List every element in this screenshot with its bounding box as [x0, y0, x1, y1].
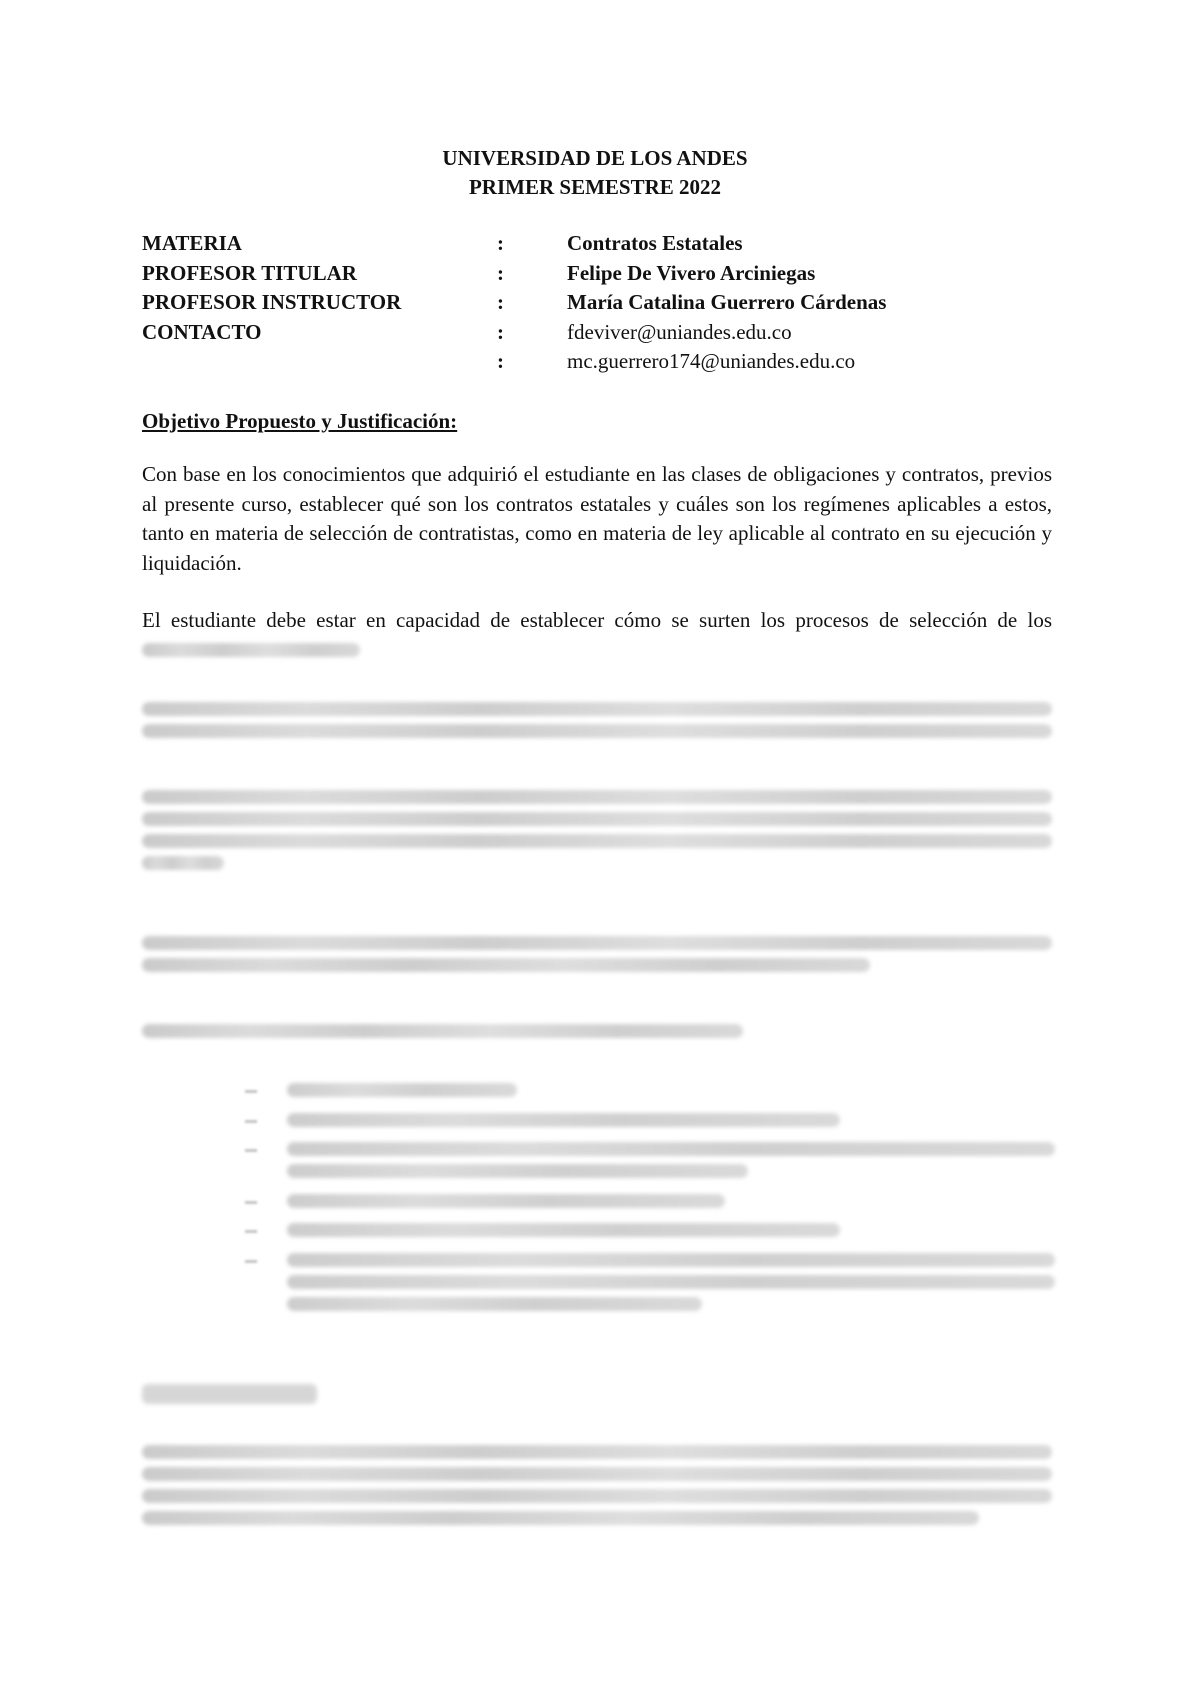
course-info-row-lead-professor: [142, 259, 1062, 289]
redacted-line: [142, 1489, 1052, 1503]
redacted-text-block: [142, 782, 1052, 878]
redacted-line: [287, 1275, 1055, 1289]
redacted-line: [142, 958, 870, 972]
course-info-value: Contratos Estatales: [567, 231, 743, 255]
contact-email-1: fdeviver@uniandes.edu.co: [567, 319, 792, 344]
list-item: [245, 1245, 1055, 1319]
course-info-row-subject: [142, 229, 1062, 259]
redacted-bullet-list: [245, 1075, 1055, 1318]
list-item: [245, 1186, 1055, 1216]
redacted-line: [287, 1253, 1055, 1267]
redacted-line: [142, 856, 224, 870]
course-info-separator: :: [497, 290, 504, 314]
objective-paragraph-1: Con base en los conocimientos que adquirió el estudiante en las clases de obligaciones y contratos, previos al presente curso, establecer qué son los contratos estatales y cuáles son los regímenes aplicables a estos, tanto en materia de selección de contratistas, como en materia de ley aplicable al contrato en su ejecución y liquidación.: [142, 462, 1052, 575]
bullet-dash-icon: [245, 1090, 287, 1094]
course-info-separator: :: [497, 260, 504, 285]
redacted-line: [287, 1113, 840, 1127]
redacted-line: [287, 1297, 702, 1311]
list-item: [245, 1134, 1055, 1186]
redacted-line: [142, 1024, 743, 1038]
redacted-line: [142, 1445, 1052, 1459]
course-info-separator: :: [497, 319, 504, 344]
redacted-text-block: [142, 1437, 1052, 1533]
redacted-line: [142, 724, 1052, 738]
course-info-row-instructor: [142, 288, 1062, 318]
contact-email-2: mc.guerrero174@uniandes.edu.co: [567, 349, 856, 373]
redacted-text-block: [142, 1016, 1052, 1046]
course-info-separator: :: [497, 231, 504, 255]
redacted-text-block: [142, 694, 1052, 746]
redacted-text-block: [142, 635, 1052, 665]
course-info-value: Felipe De Vivero Arciniegas: [567, 260, 816, 285]
redacted-line: [287, 1164, 748, 1178]
course-info-label: PROFESOR INSTRUCTOR: [142, 290, 402, 314]
course-info-separator: :: [497, 349, 504, 373]
course-info-label: [142, 347, 497, 377]
course-info-label: MATERIA: [142, 231, 242, 255]
redacted-line: [142, 834, 1052, 848]
redacted-line: [142, 1467, 1052, 1481]
list-item: [245, 1105, 1055, 1135]
course-info-label: CONTACTO: [142, 319, 262, 344]
list-item: [245, 1075, 1055, 1105]
redacted-line: [142, 790, 1052, 804]
bullet-dash-icon: [245, 1120, 287, 1124]
document-header: [0, 144, 1190, 202]
course-info-label: PROFESOR TITULAR: [142, 260, 357, 285]
university-name: UNIVERSIDAD DE LOS ANDES: [442, 146, 748, 170]
course-info-value: María Catalina Guerrero Cárdenas: [567, 290, 887, 314]
bullet-dash-icon: [245, 1260, 287, 1264]
objective-paragraph-2: El estudiante debe estar en capacidad de establecer cómo se surten los procesos de selección de los: [142, 608, 1052, 632]
redacted-line: [142, 643, 360, 657]
redacted-text-block: [142, 928, 1052, 980]
bullet-dash-icon: [245, 1149, 287, 1153]
objective-heading: Objetivo Propuesto y Justificación:: [142, 409, 458, 433]
bullet-dash-icon: [245, 1230, 287, 1234]
redacted-line: [142, 1511, 979, 1525]
semester-label: PRIMER SEMESTRE 2022: [468, 175, 722, 199]
course-info-table: [142, 229, 1062, 377]
course-info-row-contact: [142, 318, 1062, 348]
redacted-line: [287, 1083, 517, 1097]
redacted-line: [287, 1142, 1055, 1156]
list-item: [245, 1215, 1055, 1245]
redacted-line: [287, 1223, 840, 1237]
course-info-row-contact-2: [142, 347, 1062, 377]
redacted-line: [142, 702, 1052, 716]
redacted-line: [142, 812, 1052, 826]
redacted-line: [287, 1194, 725, 1208]
redacted-line: [142, 936, 1052, 950]
bullet-dash-icon: [245, 1201, 287, 1205]
redacted-section-heading: [142, 1384, 317, 1404]
